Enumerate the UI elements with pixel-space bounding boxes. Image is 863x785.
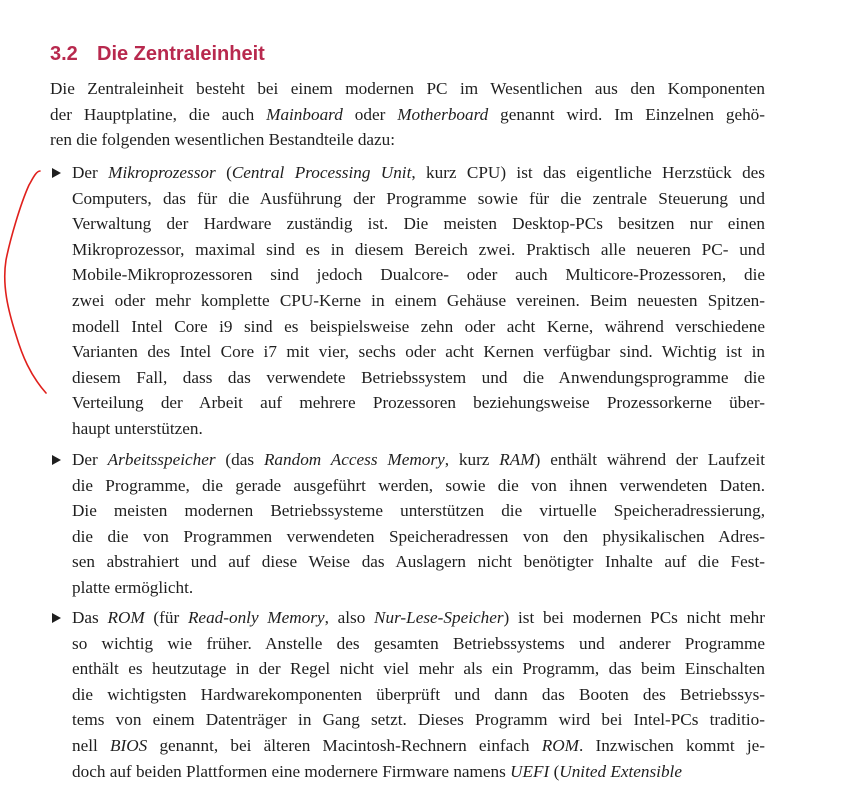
section-title: Die Zentraleinheit <box>97 43 265 66</box>
list-item-line: Mobile-Mikroprozessoren sind jedoch Dualcore- oder auch Multicore-Prozessoren, die <box>72 265 765 285</box>
list-item-line: sen abstrahiert und auf diese Weise das Auslagern nicht benötigter Inhalte auf die Fest- <box>72 552 765 572</box>
section-number: 3.2 <box>50 43 78 66</box>
list-item-line: so wichtig wie früher. Anstelle des gesamten Betriebssystems und anderer Programme <box>72 633 765 653</box>
list-item-line: Das ROM (für Read-only Memory, also Nur-Lese-Speicher) ist bei modernen PCs nicht mehr <box>72 608 766 627</box>
list-item-line: tems von einem Datenträger in Gang setzt. Dieses Programm wird bei Intel-PCs traditio- <box>72 710 765 730</box>
list-item-line: die Programme, die gerade ausgeführt werden, sowie die von ihnen verwendeten Daten. <box>72 475 765 495</box>
list-item-line: zwei oder mehr komplette CPU-Kerne in einem Gehäuse vereinen. Beim neuesten Spitzen- <box>72 290 765 310</box>
list-item-line: Varianten des Intel Core i7 mit vier, sechs oder acht Kernen verfügbar sind. Wichtig ist in <box>72 342 765 362</box>
list-item-body <box>72 160 765 442</box>
intro-paragraph <box>50 76 765 153</box>
list-item-line: diesem Fall, dass das verwendete Betriebssystem und die Anwendungsprogramme die <box>72 367 765 387</box>
list-item-line: platte ermöglicht. <box>72 577 194 597</box>
list-item-line: Der Mikroprozessor (Central Processing Unit, kurz CPU) ist das eigentliche Herzstück des <box>72 163 765 182</box>
list-item-line: nell BIOS genannt, bei älteren Macintosh-Rechnern einfach ROM. Inzwischen kommt je- <box>72 735 765 755</box>
list-item-line: Verwaltung der Hardware zuständig ist. Die meisten Desktop-PCs besitzen nur einen <box>72 214 765 234</box>
list-item-line: die die von Programmen verwendeten Speicheradressen von den physikalischen Adres- <box>72 526 765 546</box>
list-item-line: Mikroprozessor, maximal sind es in diesem Bereich zwei. Praktisch alle neueren PC- und <box>72 239 765 259</box>
intro-line: ren die folgenden wesentlichen Bestandteile dazu: <box>50 130 396 150</box>
list-item-body <box>72 605 765 784</box>
intro-line: Die Zentraleinheit besteht bei einem modernen PC im Wesentlichen aus den Komponenten <box>50 79 765 98</box>
list-item-line: doch auf beiden Plattformen eine modernere Firmware namens UEFI (United Extensible <box>72 761 682 781</box>
list-item-body <box>72 447 765 601</box>
list-item-line: die wichtigsten Hardwarekomponenten überprüft und dann das Booten des Betriebssys- <box>72 684 765 704</box>
bullet-triangle-icon <box>52 455 61 465</box>
list-item-line: modell Intel Core i9 sind es beispielsweise zehn oder acht Kerne, während verschiedene <box>72 316 765 336</box>
red-pen-stroke <box>5 171 46 393</box>
list-item-line: enthält es heutzutage in der Regel nicht viel mehr als ein Programm, das beim Einschalten <box>72 659 765 679</box>
bullet-triangle-icon <box>52 613 61 623</box>
list-item-line: Computers, das für die Ausführung der Programme sowie für die zentrale Steuerung und <box>72 188 765 208</box>
list-item-line: haupt unterstützen. <box>72 418 203 438</box>
list-item-line: Der Arbeitsspeicher (das Random Access Memory, kurz RAM) enthält während der Laufzeit <box>72 450 765 469</box>
bullet-triangle-icon <box>52 168 61 178</box>
list-item-line: Die meisten modernen Betriebssysteme unterstützen die virtuelle Speicheradressierung, <box>72 501 765 521</box>
section-heading <box>50 43 265 66</box>
intro-line: der Hauptplatine, die auch Mainboard oder Motherboard genannt wird. Im Einzelnen gehö- <box>50 104 765 124</box>
list-item-line: Verteilung der Arbeit auf mehrere Prozessoren beziehungsweise Prozessorkerne über- <box>72 393 765 413</box>
